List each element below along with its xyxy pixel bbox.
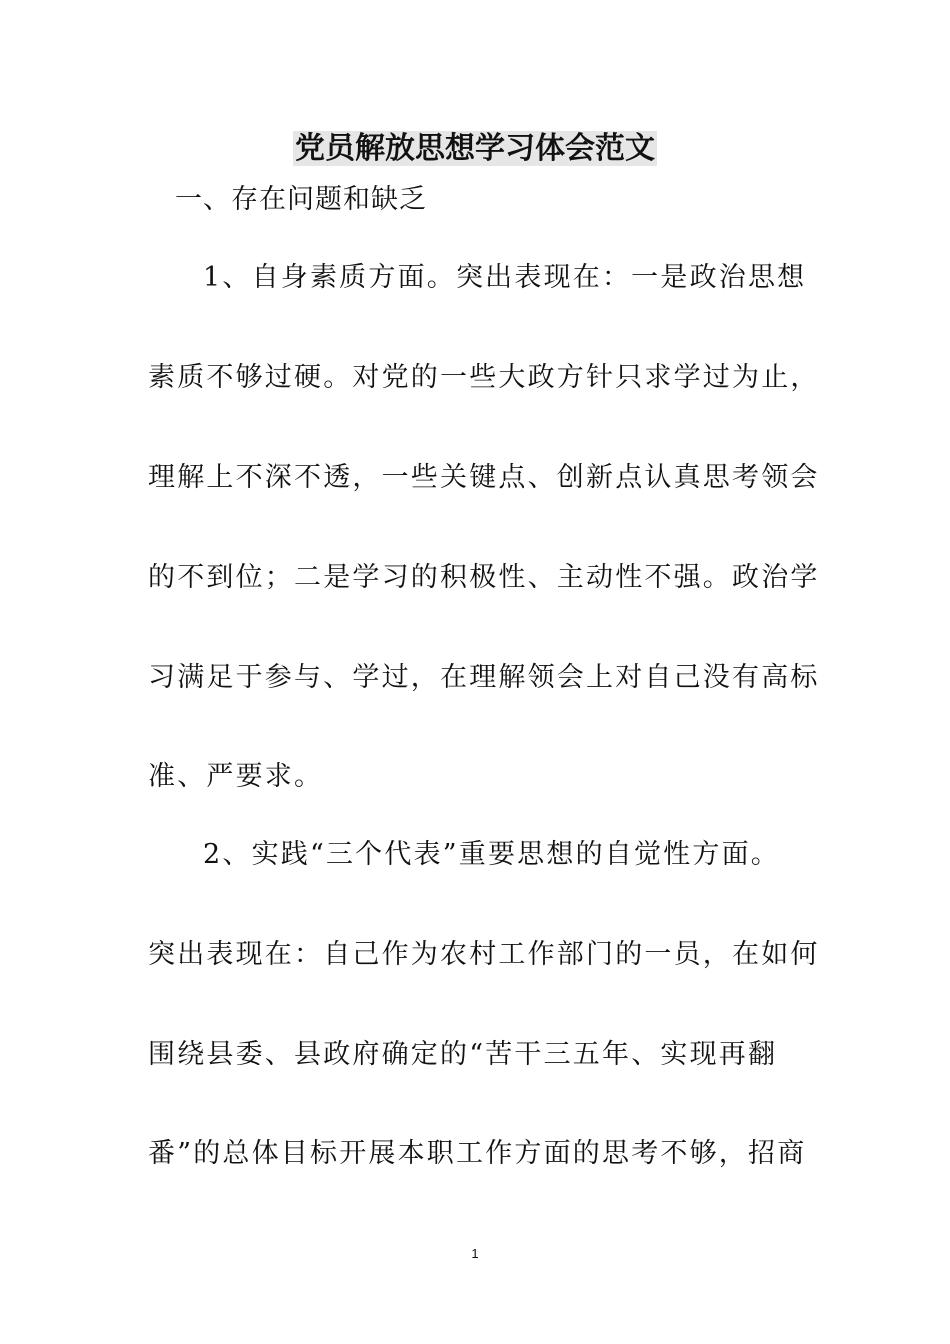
paragraph-line: 习满足于参与、学过，在理解领会上对自己没有高标 [148,662,820,693]
document-title [0,126,950,172]
paragraph-line: 理解上不深不透，一些关键点、创新点认真思考领会 [148,462,820,493]
paragraph-line: 2、实践“三个代表”重要思想的自觉性方面。 [203,839,780,870]
paragraph-line: 的不到位；二是学习的积极性、主动性不强。政治学 [148,562,820,593]
paragraph-line: 围绕县委、县政府确定的“苦干三五年、实现再翻 [148,1039,778,1070]
section-heading: 一、存在问题和缺乏 [175,184,427,215]
paragraph-line: 准、严要求。 [148,761,324,792]
paragraph-line: 1、自身素质方面。突出表现在：一是政治思想 [203,262,807,293]
page-number: 1 [471,1246,479,1261]
paragraph-line: 番”的总体目标开展本职工作方面的思考不够，招商 [148,1138,807,1169]
document-title-text: 党员解放思想学习体会范文 [295,131,655,166]
paragraph-line: 素质不够过硬。对党的一些大政方针只求学过为止， [148,362,820,393]
paragraph-line: 突出表现在：自己作为农村工作部门的一员，在如何 [148,939,820,970]
